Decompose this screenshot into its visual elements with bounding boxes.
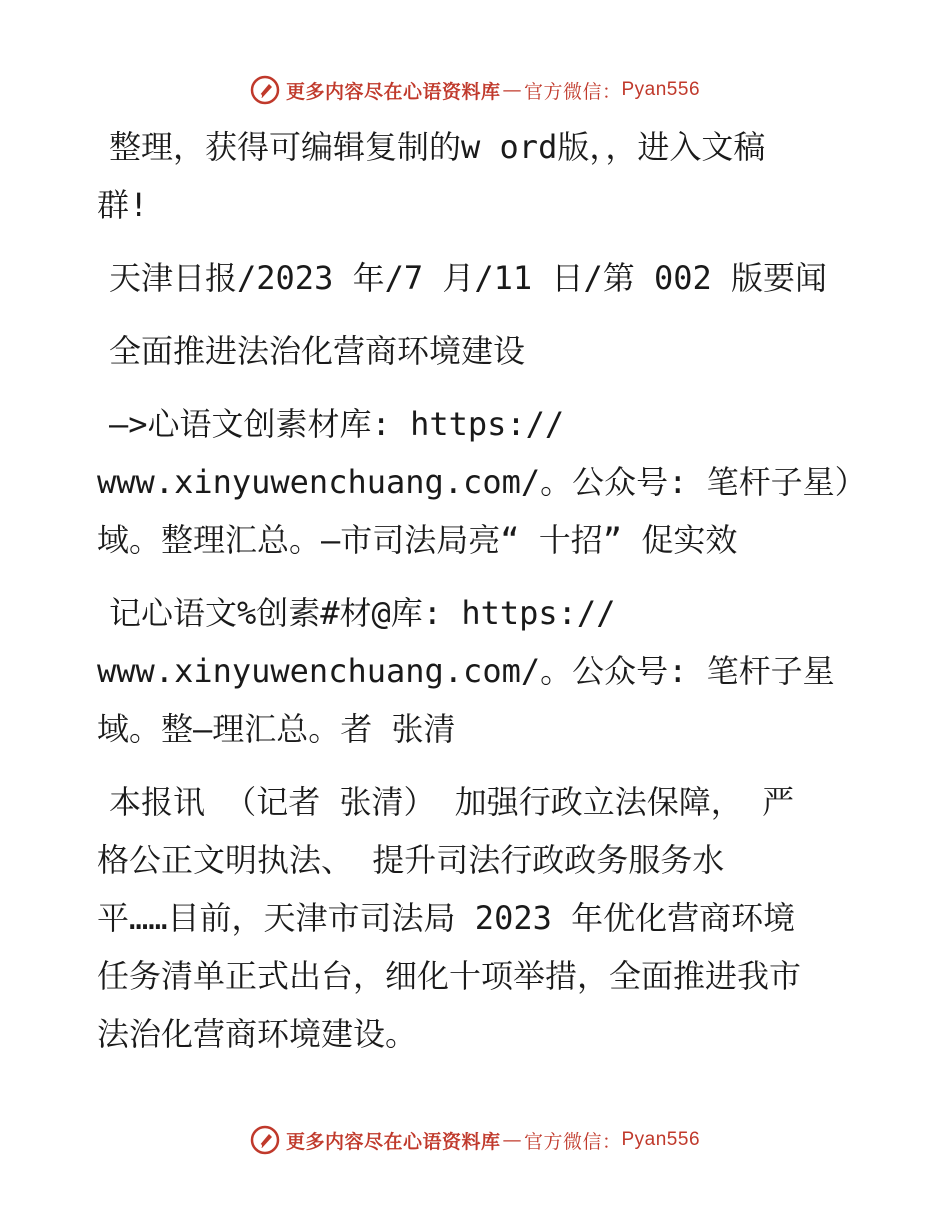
paragraph — [97, 773, 857, 1063]
banner-main-text: 更多内容尽在心语资料库 — [285, 1130, 501, 1153]
text-line: www.xinyuwenchuang.com/。公众号: 笔杆子星） — [97, 463, 867, 501]
text-line: 域。整—理汇总。者 张清 — [97, 710, 456, 748]
text-line: 本报讯 （记者 张清） 加强行政立法保障， 严 — [109, 783, 795, 821]
pen-nib-logo-icon — [250, 75, 280, 105]
paragraph — [97, 395, 867, 569]
paragraph — [97, 249, 857, 307]
paragraph — [97, 584, 857, 758]
text-line: 格公正文明执法、 提升司法行政政务服务水 — [97, 841, 725, 879]
banner-wechat-id: Pyan556 — [621, 79, 701, 100]
text-line: 域。整理汇总。—市司法局亮“ 十招” 促实效 — [97, 521, 738, 559]
banner-wechat-id: Pyan556 — [621, 1129, 701, 1150]
text-line: —>心语文创素材库: https:// — [109, 405, 565, 443]
text-line: 任务清单正式出台，细化十项举措，全面推进我市 — [97, 957, 802, 995]
banner-sub-text: 官方微信： — [523, 1130, 622, 1153]
paragraph — [97, 322, 857, 380]
pen-nib-logo-icon — [250, 1125, 280, 1155]
text-line: 全面推进法治化营商环境建设 — [109, 332, 526, 370]
text-line: www.xinyuwenchuang.com/。公众号: 笔杆子星 — [97, 652, 835, 690]
paragraph — [97, 118, 857, 234]
banner-dash: — — [502, 79, 522, 101]
banner-dash: — — [502, 1129, 522, 1151]
header-banner — [0, 70, 950, 110]
text-line: 平……目前，天津市司法局 2023 年优化营商环境 — [97, 899, 796, 937]
document-body — [97, 118, 867, 1078]
text-line: 天津日报/2023 年/7 月/11 日/第 002 版要闻 — [109, 259, 828, 297]
banner-main-text: 更多内容尽在心语资料库 — [285, 80, 501, 103]
text-line: 记心语文%创素#材@库: https:// — [109, 594, 616, 632]
text-line: 群! — [97, 186, 149, 224]
text-line: 整理，获得可编辑复制的w ord版，，进入文稿 — [109, 128, 766, 166]
footer-banner — [0, 1120, 950, 1160]
banner-sub-text: 官方微信： — [523, 80, 622, 103]
text-line: 法治化营商环境建设。 — [97, 1015, 418, 1053]
